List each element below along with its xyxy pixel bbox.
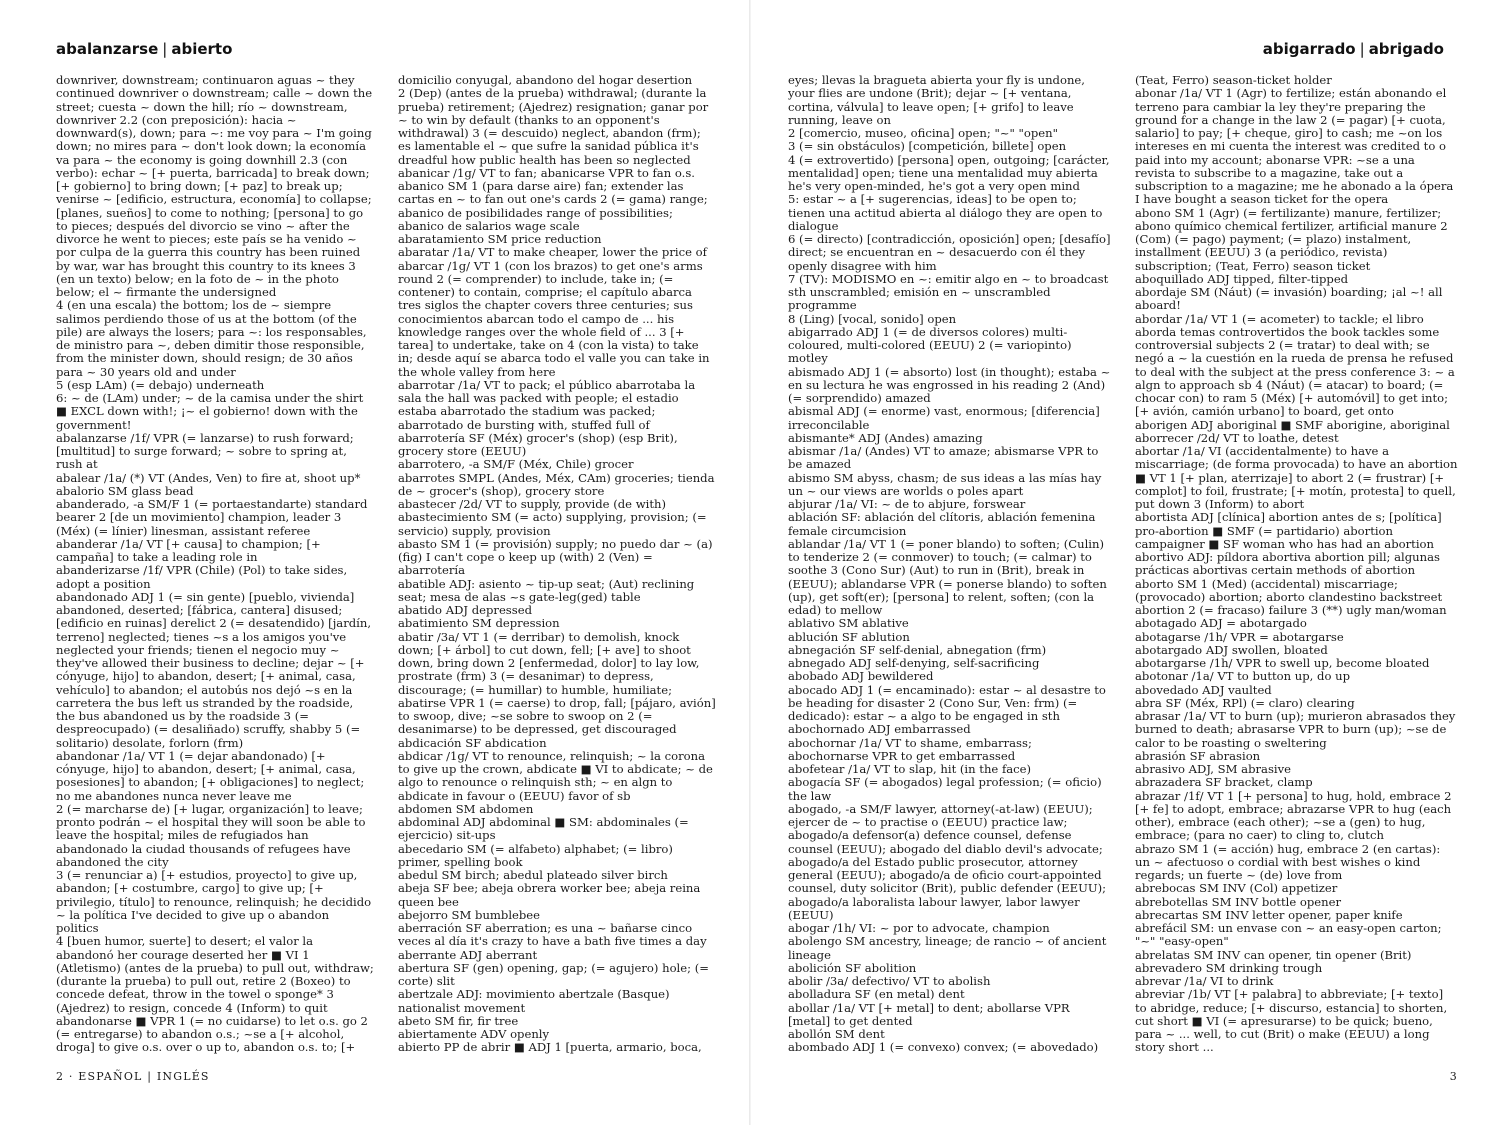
- dictionary-entry: abjurar /1a/ VI: ~ de to abjure, forswear: [788, 497, 1026, 511]
- dictionary-entry: abogacía SF (= abogados) legal profession; (= oficio) the law: [788, 775, 1102, 803]
- dictionary-entry: ablación SF: ablación del clítoris, ablación femenina female circumcision: [788, 510, 1096, 538]
- dictionary-entry: abnegación SF self-denial, abnegation (frm): [788, 642, 1047, 657]
- dictionary-entry: 2 (Dep) (antes de la prueba) withdrawal; (durante la prueba) retirement; (Ajedrez) resignation; ganar por ~ to win by default (thanks to an opponent's withdrawal) 3 (= descuido) neglect, abandon (frm); es lamentable el ~ que sufre la sanidad pública it's dreadful how public health has been so neglected: [398, 86, 709, 167]
- right-running-head: [1263, 40, 1444, 58]
- dictionary-entry: abrefácil SM: un envase con ~ an easy-open carton; "~" "easy-open": [1135, 921, 1442, 949]
- dictionary-entry: eyes; llevas la bragueta abierta your fly is undone, your flies are undone (Brit); dejar ~ [+ ventana, cortina, válvula] to leave open; [+ grifo] to leave running, leave on: [788, 74, 1085, 127]
- dictionary-entry: abrelatas SM INV can opener, tin opener (Brit): [1135, 947, 1412, 962]
- dictionary-entry: abochornar /1a/ VT to shame, embarrass; abochornarse VPR to get embarrassed: [788, 735, 1032, 763]
- dictionary-entry: abarrotero, -a SM/F (Méx, Chile) grocer: [398, 457, 634, 472]
- dictionary-entry: (Teat, Ferro) season-ticket holder: [1135, 74, 1332, 87]
- dictionary-entry: abeja SF bee; abeja obrera worker bee; abeja reina queen bee: [398, 881, 701, 909]
- dictionary-entry: abasto SM 1 (= provisión) supply; no puedo dar ~ (a) (fig) I can't cope o keep up (with) 2 (Ven) = abarrotería: [398, 536, 713, 578]
- dictionary-entry: abrasión SF abrasion: [1135, 748, 1261, 763]
- dictionary-entry: abatimiento SM depression: [398, 616, 560, 631]
- dictionary-entry: 4 [buen humor, suerte] to desert; el valor la abandonó her courage deserted her ■ VI 1 (Atletismo) (antes de la prueba) to pull out, withdraw; (durante la prueba) to pull out, retire 2 (Boxeo) to concede defeat, throw in the towel o sponge* 3 (Ajedrez) to resign, concede 4 (Inform) to quit: [56, 934, 374, 1015]
- dictionary-entry: abovedado ADJ vaulted: [1135, 682, 1272, 697]
- dictionary-entry: abanderizarse /1f/ VPR (Chile) (Pol) to take sides, adopt a position: [56, 563, 348, 591]
- dictionary-entry: abeto SM fir, fir tree: [398, 1013, 519, 1028]
- dictionary-entry: abanderar /1a/ VT [+ causa] to champion; [+ campaña] to take a leading role in: [56, 536, 321, 564]
- right-page: [750, 0, 1500, 1125]
- dictionary-entry: abismar /1a/ (Andes) VT to amaze; abismarse VPR to be amazed: [788, 444, 1099, 472]
- dictionary-entry: abiertamente ADV openly: [398, 1027, 550, 1041]
- dictionary-entry: abordaje SM (Náut) (= invasión) boarding; ¡al ~! all aboard!: [1135, 285, 1443, 313]
- right-head-separator: |: [1359, 40, 1365, 58]
- dictionary-entry: abalorio SM glass bead: [56, 483, 194, 498]
- dictionary-entry: 6: ~ de (LAm) under; ~ de la camisa under the shirt ■ EXCL down with!; ¡~ el gobierno! down with the government!: [56, 391, 364, 432]
- dictionary-entry: abotagarse /1h/ VPR = abotargarse: [1135, 629, 1344, 644]
- dictionary-entry: abrecartas SM INV letter opener, paper knife: [1135, 907, 1403, 922]
- dictionary-entry: abogar /1h/ VI: ~ por to advocate, champion: [788, 921, 1050, 935]
- dictionary-entry: abalanzarse /1f/ VPR (= lanzarse) to rush forward; [multitud] to surge forward; ~ sobre to spring at, rush at: [56, 430, 354, 472]
- left-running-head: [56, 40, 232, 58]
- dictionary-entry: abrebotellas SM INV bottle opener: [1135, 894, 1342, 909]
- dictionary-entry: abortista ADJ [clínica] abortion antes de s; [política] pro-abortion ■ SMF (= partidario) abortion campaigner ■ SF woman who has had an abortion: [1135, 510, 1442, 551]
- dictionary-entry: 6 (= directo) [contradicción, oposición] open; [desafío] direct; se encuentran en ~ desacuerdo con él they openly disagree with him: [788, 232, 1111, 273]
- dictionary-entry: abofetear /1a/ VT to slap, hit (in the face): [788, 762, 1032, 776]
- dictionary-entry: abono SM 1 (Agr) (= fertilizante) manure, fertilizer; abono químico chemical fertilizer, artificial manure 2 (Com) (= pago) payment; (= plazo) instalment, installment (EEUU) 3 (a periódico, revista) subscription; (Teat, Ferro) season ticket: [1135, 205, 1448, 273]
- left-head-last: abierto: [171, 40, 233, 58]
- dictionary-entry: ablativo SM ablative: [788, 616, 909, 631]
- dictionary-entry: abrasivo ADJ, SM abrasive: [1135, 762, 1292, 776]
- dictionary-entry: abatible ADJ: asiento ~ tip-up seat; (Aut) reclining seat; mesa de alas ~s gate-leg(ged) table: [398, 576, 695, 604]
- left-column-2: [398, 74, 716, 1054]
- dictionary-entry: abismante* ADJ (Andes) amazing: [788, 430, 983, 445]
- dictionary-entry: abrevadero SM drinking trough: [1135, 960, 1323, 975]
- left-page-footer: 2 · ESPAÑOL | INGLÉS: [56, 1070, 210, 1083]
- dictionary-entry: abollar /1a/ VT [+ metal] to dent; abollarse VPR [metal] to get dented: [788, 1000, 1070, 1028]
- dictionary-entry: abecedario SM (= alfabeto) alphabet; (= libro) primer, spelling book: [398, 841, 673, 869]
- dictionary-entry: abandonado ADJ 1 (= sin gente) [pueblo, vivienda] abandoned, deserted; [fábrica, cantera] disused; [edificio en ruinas] derelict 2 (= desatendido) [jardín, terreno] neglected; tienes ~s a los amigos you've neglected your friends; tienen el negocio muy ~ they've allowed their business to decline; dejar ~ [+ cónyuge, hijo] to abandon, desert; [+ animal, casa, vehículo] to abandon; el autobús nos dejó ~s en la carretera the bus left us stranded by the roadside, the bus abandoned us by the roadside 3 (= despreocupado) (= desaliñado) scruffy, shabby 5 (= solitario) desolate, forlorn (frm): [56, 589, 372, 750]
- dictionary-entry: aborrecer /2d/ VT to loathe, detest: [1135, 430, 1339, 445]
- dictionary-entry: abandonar /1a/ VT 1 (= dejar abandonado) [+ cónyuge, hijo] to abandon, desert; [+ animal, casa, posesiones] to abandon; [+ obligaciones] to neglect; no me abandones nunca never leave me: [56, 748, 365, 803]
- dictionary-entry: abotonar /1a/ VT to button up, do up: [1135, 669, 1351, 684]
- right-head-last: abrigado: [1368, 40, 1444, 58]
- dictionary-entry: 5: estar ~ a [+ sugerencias, ideas] to be open to; tienen una actitud abierta al diálogo they are open to dialogue: [788, 192, 1103, 233]
- left-head-first: abalanzarse: [56, 40, 159, 58]
- dictionary-entry: abertzale ADJ: movimiento abertzale (Basque) nationalist movement: [398, 987, 670, 1015]
- dictionary-entry: aberrante ADJ aberrant: [398, 947, 538, 962]
- dictionary-entry: abanico SM 1 (para darse aire) fan; extender las cartas en ~ to fan out one's cards 2 (= gama) range; abanico de posibilidades range of possibilities; abanico de salarios wage scale: [398, 179, 708, 233]
- dictionary-entry: abigarrado ADJ 1 (= de diversos colores) multi-coloured, multi-colored (EEUU) 2 (= variopinto) motley: [788, 324, 1072, 366]
- dictionary-entry: abastecer /2d/ VT to supply, provide (de with): [398, 497, 666, 511]
- dictionary-entry: abolición SF abolition: [788, 960, 917, 975]
- dictionary-entry: 8 (Ling) [vocal, sonido] open: [788, 311, 957, 326]
- dictionary-entry: abarcar /1g/ VT 1 (con los brazos) to get one's arms round 2 (= comprender) to include, take in; (= contener) to contain, comprise; el capítulo abarca tres siglos the chapter covers three centuries; sus conocimientos abarcan todo el campo de ... his knowledge ranges over the whole field of ... 3 [+ tarea] to undertake, take on 4 (con la vista) to take in; desde aquí se abarca todo el valle you can take in the whole valley from here: [398, 258, 710, 379]
- dictionary-entry: abanderado, -a SM/F 1 (= portaestandarte) standard bearer 2 [de un movimiento] champion, leader 3 (Méx) (= línier) linesman, assistant referee: [56, 497, 368, 538]
- dictionary-entry: abotargado ADJ swollen, bloated: [1135, 642, 1328, 657]
- dictionary-entry: abejorro SM bumblebee: [398, 907, 541, 922]
- dictionary-entry: abolir /3a/ defectivo/ VT to abolish: [788, 974, 991, 988]
- dictionary-entry: abdominal ADJ abdominal ■ SM: abdominales (= ejercicio) sit-ups: [398, 815, 689, 843]
- dictionary-entry: abrazar /1f/ VT 1 [+ persona] to hug, hold, embrace 2 [+ fe] to adopt, embrace; abrazarse VPR to hug (each other), embrace (each other); ~se a (gen) to hug, embrace; (para no caer) to cling to, clutch: [1135, 788, 1452, 843]
- dictionary-entry: abotargarse /1h/ VPR to swell up, become bloated: [1135, 656, 1430, 670]
- dictionary-entry: abrebocas SM INV (Col) appetizer: [1135, 881, 1338, 896]
- dictionary-entry: abnegado ADJ self-denying, self-sacrificing: [788, 656, 1040, 670]
- dictionary-entry: 5 (esp LAm) (= debajo) underneath: [56, 377, 265, 392]
- dictionary-entry: abastecimiento SM (= acto) supplying, provision; (= servicio) supply, provision: [398, 510, 707, 538]
- dictionary-entry: ablución SF ablution: [788, 629, 910, 644]
- dictionary-entry: abordar /1a/ VT 1 (= acometer) to tackle; el libro aborda temas controvertidos the book tackles some controversial subjects 2 (= tratar) to deal with; se negó a ~ la cuestión en la rueda de prensa he refused to deal with the subject at the press conference 3: ~ a algn to approach sb 4 (Náut) (= atacar) to board; (= chocar con) to ram 5 (Méx) [+ automóvil] to get into; [+ avión, camión urbano] to board, get onto: [1135, 311, 1455, 419]
- dictionary-entry: abanicar /1g/ VT to fan; abanicarse VPR to fan o.s.: [398, 165, 695, 180]
- dictionary-entry: abobado ADJ bewildered: [788, 669, 934, 684]
- left-head-separator: |: [162, 40, 168, 58]
- left-columns: [56, 74, 716, 1054]
- dictionary-entry: abolengo SM ancestry, lineage; de rancio ~ of ancient lineage: [788, 934, 1107, 962]
- dictionary-entry: aborigen ADJ aboriginal ■ SMF aborigine, aboriginal: [1135, 417, 1450, 432]
- dictionary-entry: abismado ADJ 1 (= absorto) lost (in thought); estaba ~ en su lectura he was engrossed in his reading 2 (And) (= sorprendido) amazed: [788, 364, 1111, 405]
- dictionary-entry: abedul SM birch; abedul plateado silver birch: [398, 868, 668, 882]
- dictionary-entry: abdicar /1g/ VT to renounce, relinquish; ~ la corona to give up the crown, abdicate ■ VI to abdicate; ~ de algo to renounce o relinquish sth; ~ en algn to abdicate in favour o (EEUU) favor of sb: [398, 748, 713, 803]
- dictionary-entry: 3 (= renunciar a) [+ estudios, proyecto] to give up, abandon; [+ costumbre, cargo] to give up; [+ privilegio, título] to renounce, relinquish; he decidido ~ la política I've decided to give up o abandon politics: [56, 868, 372, 935]
- dictionary-entry: abrevar /1a/ VI to drink: [1135, 974, 1274, 988]
- dictionary-entry: 2 [comercio, museo, oficina] open; "~" "open": [788, 126, 1058, 140]
- dictionary-entry: abreviar /1b/ VT [+ palabra] to abbreviate; [+ texto] to abridge, reduce; [+ discurso, estancia] to shorten, cut short ■ VI (= apresurarse) to be quick; bueno, para ~ ... well, to cut (Brit) o make (EEUU) a long story short ...: [1135, 987, 1448, 1054]
- dictionary-entry: abogado, -a SM/F lawyer, attorney(-at-law) (EEUU); ejercer de ~ to practise o (EEUU) practice law; abogado/a defensor(a) defence counsel, defense counsel (EEUU); abogado del diablo devil's advocate; abogado/a del Estado public prosecutor, attorney general (EEUU); abogado/a de oficio court-appointed counsel, duty solicitor (Brit), public defender (EEUU); abogado/a laboralista labour lawyer, labor lawyer (EEUU): [788, 801, 1107, 922]
- dictionary-entry: abertura SF (gen) opening, gap; (= agujero) hole; (= corte) slit: [398, 960, 709, 988]
- dictionary-entry: downriver, downstream; continuaron aguas ~ they continued downriver o downstream; calle ~ down the street; cuesta ~ down the hill; río ~ downstream, downriver 2.2 (con preposición): hacia ~ downward(s), down; para ~: me voy para ~ I'm going down; no mires para ~ don't look down; la economía va para ~ the economy is going downhill 2.3 (con verbo): echar ~ [+ puerta, barricada] to break down; [+ gobierno] to bring down; [+ paz] to break up; venirse ~ [edificio, estructura, economía] to collapse; [planes, sueños] to come to nothing; [persona] to go to pieces; después del divorcio se vino ~ after the divorce he went to pieces; este país se ha venido ~ por culpa de la guerra this country has been ruined by war, war has brought this country to its knees 3 (en un texto) below; en la foto de ~ in the photo below; el ~ firmante the undersigned: [56, 74, 373, 299]
- dictionary-entry: 4 (en una escala) the bottom; los de ~ siempre salimos perdiendo those of us at the bottom (of the pile) are always the losers; para ~: los responsables, de ministro para ~, deben dimitir those responsible, from the minister down, should resign; de 30 años para ~ 30 years old and under: [56, 298, 367, 379]
- dictionary-entry: abarrotar /1a/ VT to pack; el público abarrotaba la sala the hall was packed with people; el estadio estaba abarrotado the stadium was packed; abarrotado de bursting with, stuffed full of: [398, 377, 696, 432]
- dictionary-entry: abandonarse ■ VPR 1 (= no cuidarse) to let o.s. go 2 (= entregarse) to abandon o.s.; ~se a [+ alcohol, droga] to give o.s. over o up to, abandon o.s. to; [+: [56, 1013, 368, 1054]
- dictionary-entry: abortivo ADJ: píldora abortiva abortion pill; algunas prácticas abortivas certain methods of abortion: [1135, 550, 1440, 578]
- dictionary-entry: abotagado ADJ = abotargado: [1135, 616, 1307, 631]
- dictionary-entry: aboquillado ADJ tipped, filter-tipped: [1135, 271, 1349, 286]
- right-columns: [788, 74, 1458, 1054]
- dictionary-entry: abra SF (Méx, RPl) (= claro) clearing: [1135, 695, 1355, 710]
- dictionary-entry: abdomen SM abdomen: [398, 801, 534, 816]
- dictionary-entry: 2 (= marcharse de) [+ lugar, organización] to leave; pronto podrán ~ el hospital they will soon be able to leave the hospital; miles de refugiados han abandonado la ciudad thousands of refugees have abandoned the city: [56, 801, 366, 869]
- dictionary-entry: abrazo SM 1 (= acción) hug, embrace 2 (en cartas): un ~ afectuoso o cordial with best wishes o kind regards; un fuerte ~ (de) love from: [1135, 841, 1441, 882]
- dictionary-entry: 4 (= extrovertido) [persona] open, outgoing; [carácter, mentalidad] open; tiene una mentalidad muy abierta he's very open-minded, he's got a very open mind: [788, 152, 1110, 193]
- right-head-first: abigarrado: [1262, 40, 1356, 58]
- dictionary-entry: 7 (TV): MODISMO en ~: emitir algo en ~ to broadcast sth unscrambled; emisión en ~ unscrambled programme: [788, 271, 1109, 313]
- dictionary-entry: aborto SM 1 (Med) (accidental) miscarriage; (provocado) abortion; aborto clandestino backstreet abortion 2 (= fracaso) failure 3 (**) ugly man/woman: [1135, 576, 1447, 617]
- dictionary-entry: abombado ADJ 1 (= convexo) convex; (= abovedado): [788, 1040, 1099, 1054]
- dictionary-entry: abarrotería SF (Méx) grocer's (shop) (esp Brit), grocery store (EEUU): [398, 430, 678, 458]
- right-column-2: [1135, 74, 1458, 1054]
- dictionary-entry: abatir /3a/ VT 1 (= derribar) to demolish, knock down; [+ árbol] to cut down, fell; [+ ave] to shoot down, bring down 2 [enfermedad, dolor] to lay low, prostrate (frm) 3 (= desanimar) to depress, discourage; (= humillar) to humble, humiliate; abatirse VPR 1 (= caerse) to drop, fall; [pájaro, avión] to swoop, dive; ~se sobre to swoop on 2 (= desanimarse) to be depressed, get discouraged: [398, 629, 716, 737]
- dictionary-entry: abaratar /1a/ VT to make cheaper, lower the price of: [398, 245, 707, 260]
- dictionary-entry: abarrotes SMPL (Andes, Méx, CAm) groceries; tienda de ~ grocer's (shop), grocery store: [398, 470, 715, 498]
- right-page-footer: 3: [1449, 1070, 1458, 1083]
- right-column-1: [788, 74, 1111, 1054]
- dictionary-entry: abierto PP de abrir ■ ADJ 1 [puerta, armario, boca,: [398, 1040, 702, 1054]
- dictionary-entry: abrazadera SF bracket, clamp: [1135, 775, 1313, 790]
- dictionary-entry: abollón SM dent: [788, 1027, 885, 1041]
- dictionary-entry: aberración SF aberration; es una ~ bañarse cinco veces al día it's crazy to have a bath five times a day: [398, 921, 707, 949]
- dictionary-entry: abismo SM abyss, chasm; de sus ideas a las mías hay un ~ our views are worlds o poles apart: [788, 470, 1102, 498]
- dictionary-entry: domicilio conyugal, abandono del hogar desertion: [398, 74, 693, 87]
- dictionary-entry: abaratamiento SM price reduction: [398, 232, 602, 246]
- dictionary-entry: abrasar /1a/ VT to burn (up); murieron abrasados they burned to death; abrasarse VPR to burn (up); ~se de calor to be roasting o sweltering: [1135, 709, 1456, 750]
- left-column-1: [56, 74, 374, 1054]
- dictionary-entry: abatido ADJ depressed: [398, 603, 532, 617]
- dictionary-entry: abalear /1a/ (*) VT (Andes, Ven) to fire at, shoot up*: [56, 470, 361, 485]
- dictionary-entry: abdicación SF abdication: [398, 735, 547, 750]
- dictionary-entry: ablandar /1a/ VT 1 (= poner blando) to soften; (Culin) to tenderize 2 (= conmover) to touch; (= calmar) to soothe 3 (Cono Sur) (Aut) to run in (Brit), break in (EEUU); ablandarse VPR (= ponerse blando) to soften (up), get soft(er); [persona] to relent, soften; (con la edad) to mellow: [788, 536, 1107, 617]
- dictionary-entry: abonar /1a/ VT 1 (Agr) to fertilize; están abonando el terreno para cambiar la ley they're preparing the ground for a change in the law 2 (= pagar) [+ cuota, salario] to pay; [+ cheque, giro] to cash; me ~on los intereses en mi cuenta the interest was credited to o paid into my account; abonarse VPR: ~se a una revista to subscribe to a magazine, take out a subscription to a magazine; me he abonado a la ópera I have bought a season ticket for the opera: [1135, 86, 1454, 207]
- dictionary-entry: abolladura SF (en metal) dent: [788, 987, 965, 1002]
- dictionary-entry: 3 (= sin obstáculos) [competición, billete] open: [788, 139, 1067, 154]
- dictionary-entry: abismal ADJ (= enorme) vast, enormous; [diferencia] irreconcilable: [788, 404, 1100, 432]
- dictionary-entry: abochornado ADJ embarrassed: [788, 722, 971, 737]
- dictionary-entry: abortar /1a/ VI (accidentalmente) to have a miscarriage; (de forma provocada) to have an abortion ■ VT 1 [+ plan, aterrizaje] to abort 2 (= frustrar) [+ complot] to foil, frustrate; [+ motín, protesta] to quell, put down 3 (Inform) to abort: [1135, 444, 1458, 511]
- dictionary-entry: abocado ADJ 1 (= encaminado): estar ~ al desastre to be heading for disaster 2 (Cono Sur, Ven: frm) (= dedicado): estar ~ a algo to be engaged in sth: [788, 682, 1106, 723]
